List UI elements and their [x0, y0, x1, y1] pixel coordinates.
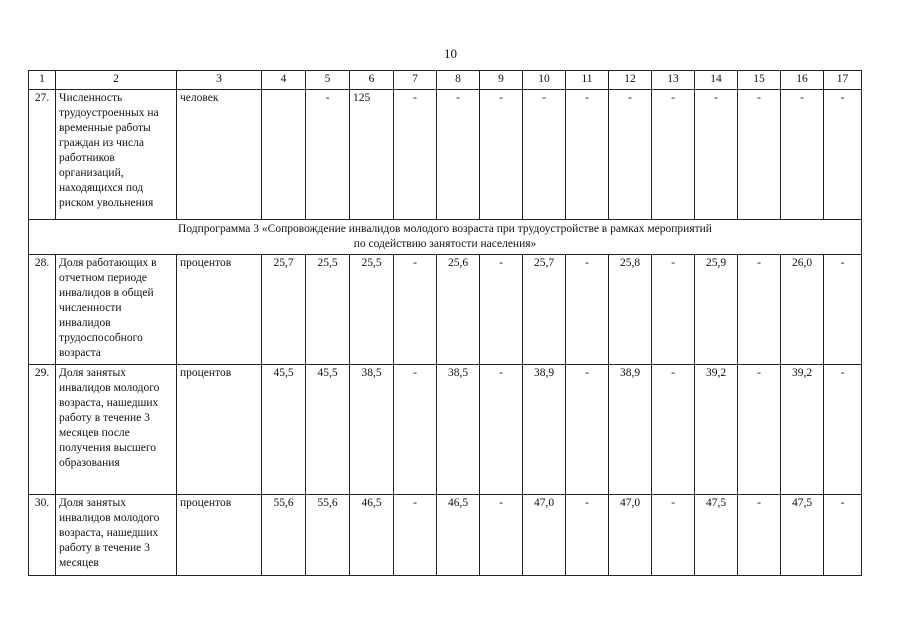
- column-header-17: 17: [824, 71, 862, 90]
- value-cell-col-15: -: [738, 364, 781, 494]
- row-number-cell: 30.: [29, 494, 56, 575]
- value-cell-col-12: 38,9: [609, 364, 652, 494]
- value-cell-col-4: 55,6: [262, 494, 306, 575]
- header-row: [29, 71, 862, 90]
- value-cell-col-16: 39,2: [781, 364, 824, 494]
- column-header-7: 7: [394, 71, 437, 90]
- column-header-16: 16: [781, 71, 824, 90]
- section-title-cell: [29, 220, 862, 255]
- column-header-15: 15: [738, 71, 781, 90]
- value-cell-col-5: -: [306, 90, 350, 220]
- value-cell-col-16: 47,5: [781, 494, 824, 575]
- value-cell-col-14: 39,2: [695, 364, 738, 494]
- value-cell-col-14: 47,5: [695, 494, 738, 575]
- value-cell-col-7: -: [394, 90, 437, 220]
- column-header-8: 8: [437, 71, 480, 90]
- value-cell-col-6: 38,5: [350, 364, 394, 494]
- column-header-10: 10: [523, 71, 566, 90]
- value-cell-col-13: -: [652, 364, 695, 494]
- section-title-line-2: по содействию занятости населения»: [353, 237, 537, 250]
- value-cell-col-13: -: [652, 494, 695, 575]
- value-cell-col-11: -: [566, 364, 609, 494]
- indicator-name-cell: Доля занятых инвалидов молодого возраста, нашедших работу в течение 3 месяцев после получения высшего образования: [56, 364, 177, 494]
- value-cell-col-11: -: [566, 90, 609, 220]
- column-header-9: 9: [480, 71, 523, 90]
- value-cell-col-14: 25,9: [695, 254, 738, 364]
- value-cell-col-17: -: [824, 90, 862, 220]
- value-cell-col-13: -: [652, 254, 695, 364]
- column-header-13: 13: [652, 71, 695, 90]
- value-cell-col-8: 38,5: [437, 364, 480, 494]
- value-cell-col-6: 25,5: [350, 254, 394, 364]
- indicator-name-cell: Численность трудоустроенных на временные работы граждан из числа работников организаций, находящихся под риском увольнения: [56, 90, 177, 220]
- value-cell-col-16: -: [781, 90, 824, 220]
- column-header-1: 1: [29, 71, 56, 90]
- value-cell-col-4: 45,5: [262, 364, 306, 494]
- value-cell-col-10: 38,9: [523, 364, 566, 494]
- value-cell-col-12: 47,0: [609, 494, 652, 575]
- value-cell-col-7: -: [394, 254, 437, 364]
- indicators-table: [28, 70, 862, 576]
- value-cell-col-15: -: [738, 90, 781, 220]
- table-row: [29, 494, 862, 575]
- column-number-header: [29, 71, 862, 90]
- value-cell-col-17: -: [824, 494, 862, 575]
- value-cell-col-6: 125: [350, 90, 394, 220]
- column-header-4: 4: [262, 71, 306, 90]
- value-cell-col-15: -: [738, 494, 781, 575]
- indicator-name-cell: Доля работающих в отчетном периоде инвалидов в общей численности инвалидов трудоспособного возраста: [56, 254, 177, 364]
- row-number-cell: 28.: [29, 254, 56, 364]
- value-cell-col-12: 25,8: [609, 254, 652, 364]
- column-header-2: 2: [56, 71, 177, 90]
- value-cell-col-4: [262, 90, 306, 220]
- value-cell-col-15: -: [738, 254, 781, 364]
- value-cell-col-5: 45,5: [306, 364, 350, 494]
- column-header-5: 5: [306, 71, 350, 90]
- value-cell-col-7: -: [394, 364, 437, 494]
- unit-cell: процентов: [177, 364, 262, 494]
- value-cell-col-7: -: [394, 494, 437, 575]
- section-title-line-1: Подпрограмма 3 «Сопровождение инвалидов молодого возраста при трудоустройстве в рамках мероприятий: [178, 223, 712, 235]
- value-cell-col-8: -: [437, 90, 480, 220]
- value-cell-col-5: 55,6: [306, 494, 350, 575]
- unit-cell: процентов: [177, 254, 262, 364]
- unit-cell: человек: [177, 90, 262, 220]
- column-header-11: 11: [566, 71, 609, 90]
- value-cell-col-16: 26,0: [781, 254, 824, 364]
- value-cell-col-12: -: [609, 90, 652, 220]
- value-cell-col-9: -: [480, 90, 523, 220]
- indicator-name-cell: Доля занятых инвалидов молодого возраста, нашедших работу в течение 3 месяцев: [56, 494, 177, 575]
- value-cell-col-14: -: [695, 90, 738, 220]
- column-header-3: 3: [177, 71, 262, 90]
- value-cell-col-8: 46,5: [437, 494, 480, 575]
- value-cell-col-10: 25,7: [523, 254, 566, 364]
- value-cell-col-11: -: [566, 254, 609, 364]
- page-number: 10: [444, 46, 457, 61]
- table-body-top: [29, 90, 862, 220]
- table-row: [29, 364, 862, 494]
- row-number-cell: 27.: [29, 90, 56, 220]
- value-cell-col-6: 46,5: [350, 494, 394, 575]
- value-cell-col-11: -: [566, 494, 609, 575]
- value-cell-col-4: 25,7: [262, 254, 306, 364]
- value-cell-col-9: -: [480, 254, 523, 364]
- section-row: [29, 220, 862, 255]
- column-header-6: 6: [350, 71, 394, 90]
- table-row: [29, 254, 862, 364]
- table-row: [29, 90, 862, 220]
- value-cell-col-8: 25,6: [437, 254, 480, 364]
- subprogram-section: [29, 220, 862, 255]
- value-cell-col-10: -: [523, 90, 566, 220]
- value-cell-col-9: -: [480, 494, 523, 575]
- column-header-12: 12: [609, 71, 652, 90]
- row-number-cell: 29.: [29, 364, 56, 494]
- value-cell-col-9: -: [480, 364, 523, 494]
- unit-cell: процентов: [177, 494, 262, 575]
- value-cell-col-17: -: [824, 364, 862, 494]
- table-body-bottom: [29, 254, 862, 575]
- column-header-14: 14: [695, 71, 738, 90]
- value-cell-col-5: 25,5: [306, 254, 350, 364]
- value-cell-col-10: 47,0: [523, 494, 566, 575]
- value-cell-col-13: -: [652, 90, 695, 220]
- value-cell-col-17: -: [824, 254, 862, 364]
